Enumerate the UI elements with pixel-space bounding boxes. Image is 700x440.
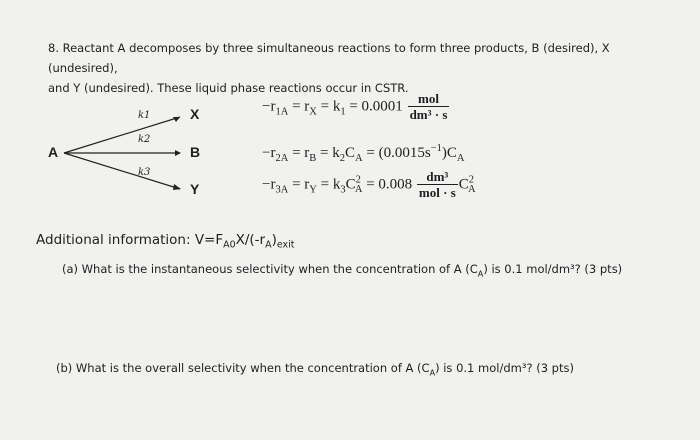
problem-statement xyxy=(48,38,678,98)
units-fraction-1: $\frac{\text{mol}}{\text{dm³ · s}}$ xyxy=(409,91,448,122)
question-part-a: (a) What is the instantaneous selectivity when the concentration of A $(C_A)$ is 0.1 mol/dm³? (3 pts) xyxy=(62,262,623,279)
problem-line-2: and Y (undesired). These liquid phase reactions occur in CSTR. xyxy=(48,81,409,95)
k3-label: k3 xyxy=(138,167,151,178)
arrowhead-y xyxy=(173,184,181,190)
arrowhead-b xyxy=(175,150,181,156)
product-b-label: B xyxy=(190,144,201,160)
rate-equation-2: $-r_{2A} = r_B = k_2C_A = (0.0015s^{-1})C_A$ xyxy=(262,143,465,164)
product-y-label: Y xyxy=(190,181,200,197)
rate-equation-1: $-r_{1A} = r_X = k_1 = 0.0001$ $\frac{\text{mol}}{\text{dm³ · s}}$ xyxy=(262,91,448,122)
reactant-a-label: A xyxy=(48,144,59,160)
k1-label: k1 xyxy=(138,110,151,121)
additional-information: Additional information: $V=F_{A0}X/(-r_A)_{exit}$ xyxy=(36,232,295,251)
problem-line-1: 8. Reactant A decomposes by three simultaneous reactions to form three products, B (desired), X (undesired), xyxy=(48,41,610,75)
units-fraction-3: $\frac{\text{dm³}}{\text{mol · s}}$ xyxy=(418,169,456,200)
arrow-to-y xyxy=(64,153,180,189)
rate-equation-3: $-r_{3A} = r_Y = k_3C^2_A = 0.008$ $\frac{\text{dm³}}{\text{mol · s}}$ $C^2_A$ xyxy=(262,169,476,200)
reaction-scheme xyxy=(40,100,240,210)
product-x-label: X xyxy=(190,106,200,122)
arrow-to-x xyxy=(64,117,180,153)
question-part-b: (b) What is the overall selectivity when the concentration of A $(C_A)$ is 0.1 mol/dm³? (3 pts) xyxy=(56,361,574,378)
arrowhead-x xyxy=(173,117,180,122)
k2-label: k2 xyxy=(138,134,151,145)
